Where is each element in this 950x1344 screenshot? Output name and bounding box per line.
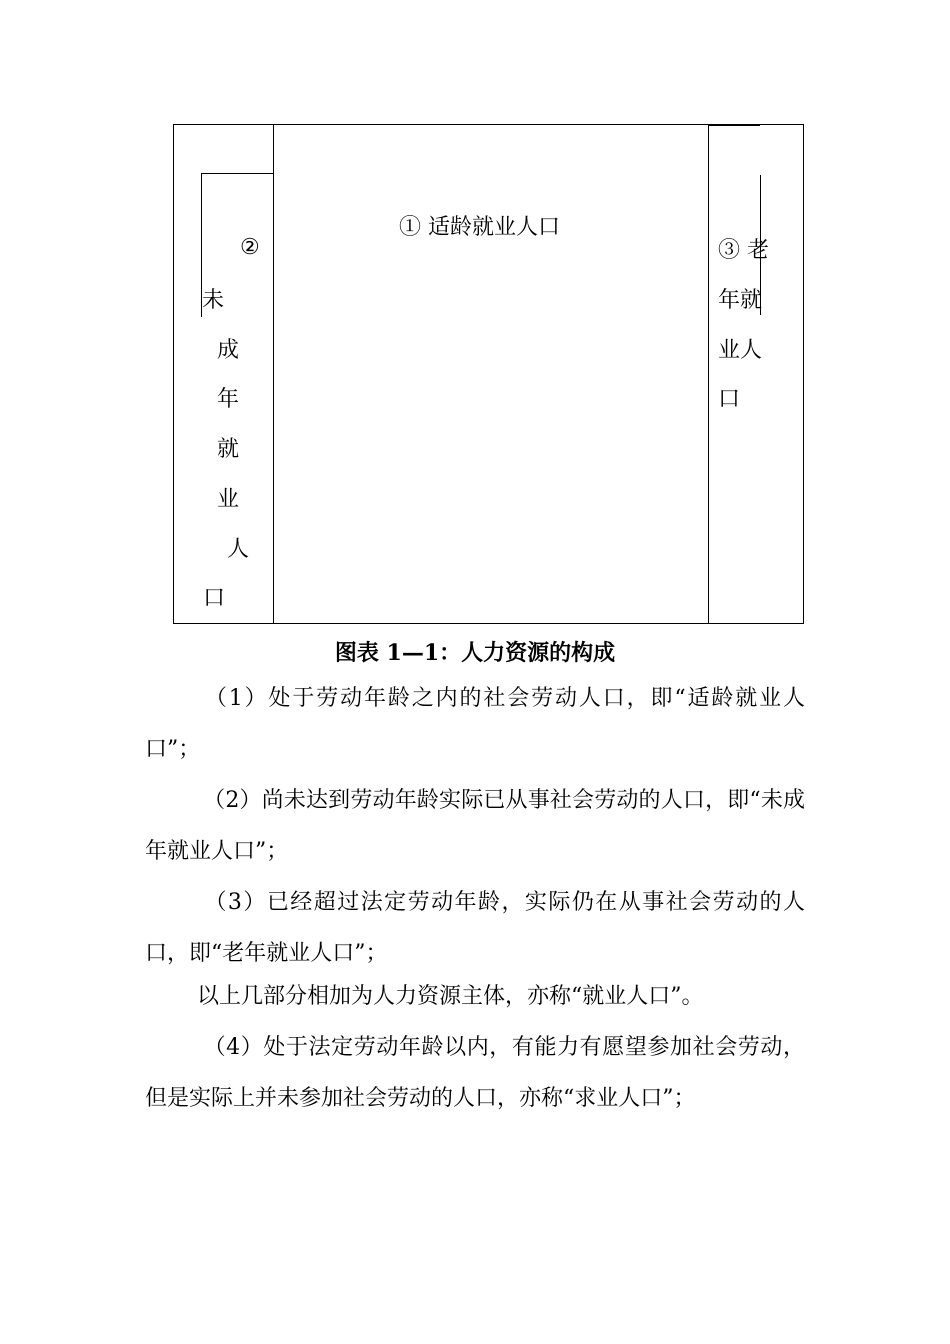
paragraph-text: （1）处于劳动年龄之内的社会劳动人口，即“适龄就业人口”； [145,686,805,762]
population-composition-diagram [173,124,804,624]
left-bracket-top [201,173,274,174]
right-bracket-top [708,125,760,126]
right-divider [708,125,709,623]
right-line: ③ 老 [718,238,769,263]
left-char: 成 [217,338,240,363]
paragraph-5 [145,1022,805,1124]
right-line: 年就 [718,288,763,313]
left-char: 业 [217,487,240,512]
paragraph-text: （3）已经超过法定劳动年龄，实际仍在从事社会劳动的人口，即“老年就业人口”； [145,890,805,966]
left-number: ② [240,235,260,260]
paragraph-text: （4）处于法定劳动年龄以内，有能力有愿望参加社会劳动，但是实际上并未参加社会劳动的人口，亦称“求业人口”； [145,1035,805,1111]
paragraph-4 [145,971,805,1022]
left-char: 口 [203,586,226,611]
left-divider [273,125,274,623]
right-line: 业人 [718,338,763,363]
paragraph-text: 以上几部分相加为人力资源主体，亦称“就业人口”。 [197,984,704,1009]
left-char: 人 [227,537,250,562]
figure-caption: 图表 1—1：人力资源的构成 [334,640,616,666]
paragraph-1 [145,673,805,775]
paragraph-3 [145,877,805,979]
left-char: 就 [217,437,240,462]
center-label: ① 适龄就业人口 [399,215,560,240]
left-char: 年 [217,387,240,412]
paragraph-2 [145,775,805,877]
left-char: 未 [202,288,225,313]
right-line: 口 [718,387,741,412]
paragraph-text: （2）尚未达到劳动年龄实际已从事社会劳动的人口，即“未成年就业人口”； [145,788,805,864]
